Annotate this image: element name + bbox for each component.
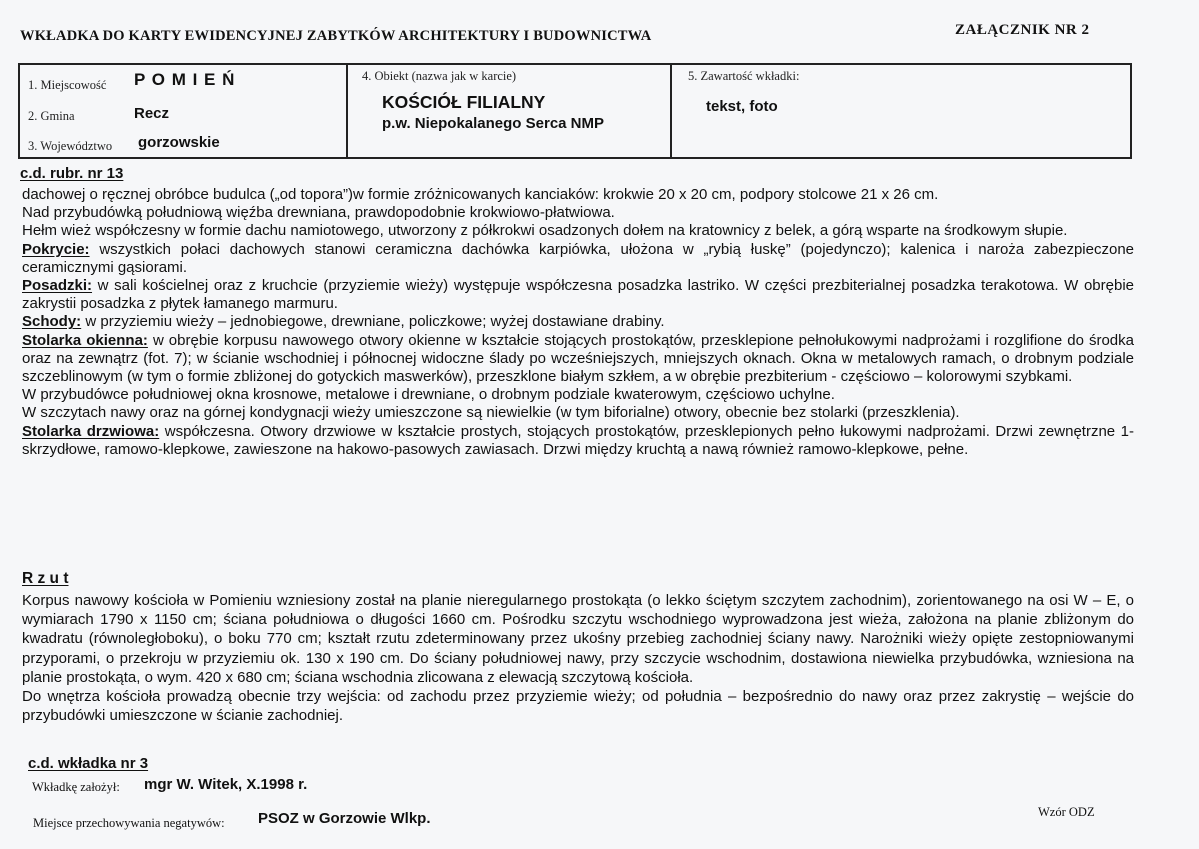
windows-heading: Stolarka okienna: (22, 331, 148, 349)
object-label: 4. Obiekt (nazwa jak w karcie) (362, 69, 517, 83)
floors-text: w sali kościelnej oraz z kruchcie (przyziemie wieży) występuje współczesna posadzka lastriko. W części prezbiterialnej posadzka terakotowa. W obrębie zakrystii posadzka z płytek łamanego marmuru. (22, 277, 1134, 313)
locality-label: 1. Miejscowość (28, 78, 107, 92)
roofing-paragraph (22, 241, 1134, 277)
document-title: WKŁADKA DO KARTY EWIDENCYJNEJ ZABYTKÓW ARCHITEKTURY I BUDOWNICTWA (20, 28, 652, 44)
floors-heading: Posadzki: (22, 277, 93, 295)
column-divider (346, 65, 348, 157)
continued-note-text: c.d. wkładka nr 3 (28, 755, 149, 772)
author-label: Wkładkę założył: (32, 780, 120, 794)
plan-heading-text: R z u t (22, 570, 69, 587)
stairs-paragraph (22, 313, 1134, 331)
contents-value: tekst, foto (706, 98, 778, 115)
paragraph: W szczytach nawy oraz na górnej kondygnacji wieży umieszczone są niewielkie (w tym biforialne) otwory, obecnie bez stolarki (przeszklenia). (22, 404, 960, 422)
roofing-heading: Pokrycie: (22, 240, 90, 258)
paragraph: Hełm wież współczesny w formie dachu namiotowego, utworzony z półkrokwi osadzonych dołem na kratownicy z belek, a górą wsparte na środkowym słupie. (22, 222, 1068, 240)
author-value: mgr W. Witek, X.1998 r. (144, 776, 308, 793)
form-pattern: Wzór ODZ (1038, 805, 1095, 819)
plan-paragraph: Do wnętrza kościoła prowadzą obecnie trzy wejścia: od zachodu przez przyziemie wieży; od południa – bezpośrednio do nawy oraz przez zakrystię – wejście do przybudówki umieszczone w ścianie zachodniej. (22, 688, 1134, 725)
voivodeship-value: gorzowskie (138, 134, 220, 151)
commune-label: 2. Gmina (28, 109, 75, 123)
paragraph: dachowej o ręcznej obróbce budulca („od topora”)w formie zróżnicowanych kanciaków: krokwie 20 x 20 cm, podpory stolcowe 21 x 26 cm. (22, 186, 939, 203)
doors-heading: Stolarka drzwiowa: (22, 422, 160, 440)
windows-paragraph (22, 332, 1134, 387)
doors-paragraph (22, 423, 1134, 459)
continuation-heading-text: c.d. rubr. nr 13 (20, 165, 124, 182)
column-divider (670, 65, 672, 157)
plan-heading (22, 570, 69, 588)
description-body (22, 186, 1134, 459)
object-name: KOŚCIÓŁ FILIALNY (382, 92, 546, 112)
continued-note (28, 755, 148, 772)
contents-label: 5. Zawartość wkładki: (688, 69, 800, 83)
locality-value: P O M I E Ń (134, 70, 236, 89)
doors-text: współczesna. Otwory drzwiowe w kształcie prostych, stojących prostokątów, przesklepionych pełno łukowymi nadprożami. Drzwi zewnętrzne 1-skrzydłowe, ramowo-klepkowe, zawieszone na hakowo-pasowych zawiasach. Drzwi między kruchtą a nawą również ramowo-klepkowe, pełne. (22, 422, 1134, 458)
roofing-text: wszystkich połaci dachowych stanowi ceramiczna dachówka karpiówka, ułożona w „rybią łuskę” (pojedynczo); kalenica i naroża zabezpieczone ceramicznymi gąsiorami. (22, 240, 1134, 276)
floors-paragraph (22, 277, 1134, 313)
header-fields-box (18, 63, 1132, 159)
paragraph: Nad przybudówką południową więźba drewniana, prawdopodobnie krokwiowo-płatwiowa. (22, 204, 615, 222)
stairs-heading: Schody: (22, 313, 82, 331)
storage-value: PSOZ w Gorzowie Wlkp. (258, 810, 431, 827)
object-dedication: p.w. Niepokalanego Serca NMP (382, 115, 605, 132)
windows-text: w obrębie korpusu nawowego otwory okienne w kształcie stojących prostokątów, przesklepione pełnołukowymi nadprożami i rozglifione do środka oraz na zewnątrz (fot. 7); w ścianie wschodniej i północnej widoczne ślady po wcześniejszych, mniejszych oknach. Okna w metalowych ramach, o drobnym podziale szczeblinowym (w tym o formie zbliżonej do gotyckich maswerków), przeszklone białym szkłem, a w obrębie prezbiterium - częściowo – kolorowymi szybkami. (22, 331, 1134, 386)
commune-value: Recz (134, 105, 170, 122)
voivodeship-label: 3. Województwo (28, 139, 113, 153)
annex-label: ZAŁĄCZNIK NR 2 (955, 22, 1090, 38)
stairs-text: w przyziemiu wieży – jednobiegowe, drewniane, policzkowe; wyżej dostawiane drabiny. (81, 313, 665, 331)
plan-body (22, 591, 1134, 725)
paragraph: W przybudówce południowej okna krosnowe, metalowe i drewniane, o drobnym podziale kwaterowym, częściowo uchylne. (22, 386, 835, 404)
continuation-heading (20, 165, 123, 182)
plan-paragraph: Korpus nawowy kościoła w Pomieniu wzniesiony został na planie nieregularnego prostokąta (o lekko ściętym szczytem zachodnim), zorientowanego na osi W – E, o wymiarach 1790 x 1150 cm; ściana południowa o długości 1660 cm. Pośrodku szczytu wschodniego wyprowadzona jest wieża, założona na planie zbliżonym do kwadratu (równoległoboku), o boku 770 cm; kształt rzutu zdeterminowany przez ukośny przebieg zachodniej ściany nawy. Narożniki wieży opięte zestopniowanymi przyporami, o przekroju w przyziemiu ok. 130 x 190 cm. Do ściany południowej nawy, przy szczycie wschodnim, dostawiona niewielka przybudówka, wzniesiona na planie prostokąta, o wym. 420 x 680 cm; ściana wschodnia zlicowana z elewacją szczytową kościoła. (22, 592, 1134, 686)
storage-label: Miejsce przechowywania negatywów: (33, 816, 225, 830)
